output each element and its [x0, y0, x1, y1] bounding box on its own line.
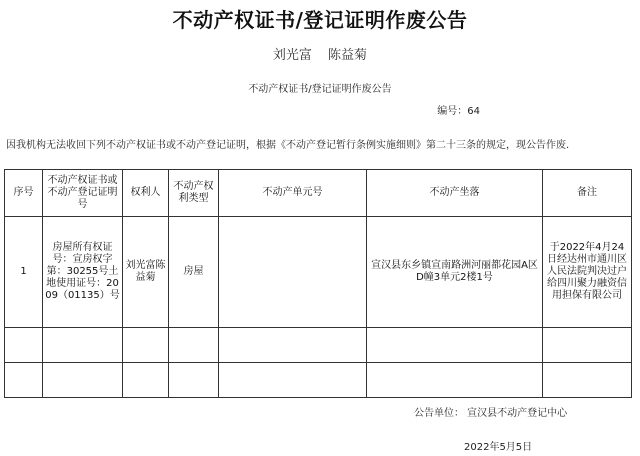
document-number: 编号：64: [437, 106, 480, 117]
cell-note: 于2022年4月24日经达州市通川区人民法院判决过户给四川聚力融资信用担保有限公司: [543, 217, 632, 328]
header-cert-no: 不动产权证书或不动产登记证明号: [43, 170, 123, 217]
notice-subtitle: 不动产权证书/登记证明作废公告: [248, 84, 392, 95]
issuing-organization: 公告单位： 宣汉县不动产登记中心: [414, 408, 568, 419]
cell-cert-no: 房屋所有权证号：宣房权字第：30255号土地使用证号：2009（01135）号: [43, 217, 123, 328]
header-unit-no: 不动产单元号: [219, 170, 367, 217]
header-right-type: 不动产权利类型: [169, 170, 219, 217]
notice-date: 2022年5月5日: [464, 442, 533, 453]
cell-right-type: 房屋: [169, 217, 219, 328]
table-row-empty: [5, 363, 632, 398]
notice-table: [4, 169, 632, 398]
header-location: 不动产坐落: [367, 170, 543, 217]
page-title: 不动产权证书/登记证明作废公告: [172, 8, 468, 32]
owner-names: 刘光富 陈益菊: [272, 48, 368, 63]
table-row: [5, 217, 632, 328]
header-note: 备注: [543, 170, 632, 217]
cell-seq: 1: [5, 217, 43, 328]
cell-holder: 刘光富陈益菊: [123, 217, 169, 328]
cell-location: 宣汉县东乡镇宣南路洲河丽都花园A区D幢3单元2楼1号: [367, 217, 543, 328]
header-holder: 权利人: [123, 170, 169, 217]
table-row-empty: [5, 328, 632, 363]
notice-intro: 因我机构无法收回下列不动产权证书或不动产登记证明，根据《不动产登记暂行条例实施细则》第二十三条的规定，现公告作废.: [6, 140, 570, 151]
cell-unit-no: [219, 217, 367, 328]
header-seq: 序号: [5, 170, 43, 217]
table-header-row: [5, 170, 632, 217]
